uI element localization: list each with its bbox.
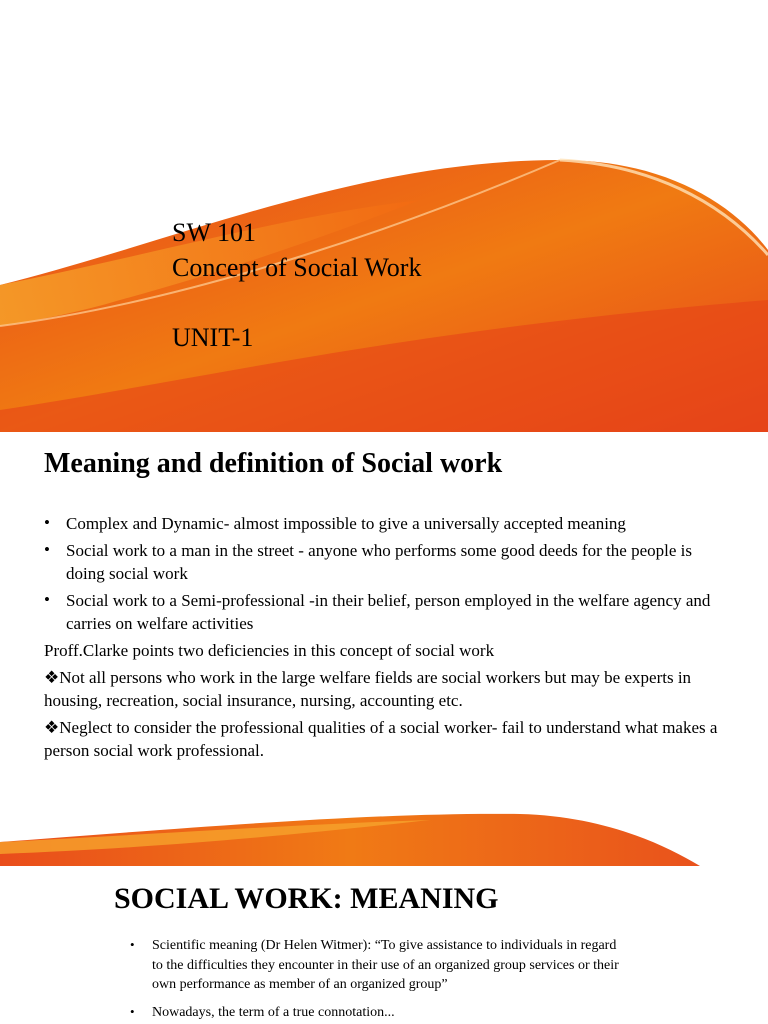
bullet-item: • Social work to a man in the street - anyone who performs some good deeds for the people is doing social work: [44, 540, 693, 583]
content-slide-meaning-definition: [0, 432, 768, 866]
deficiency-point: ❖Not all persons who work in the large welfare fields are social workers but may be experts in housing, recreation, social insurance, nursing, accounting etc.: [44, 668, 692, 710]
statement-text: Proff.Clarke points two deficiencies in this concept of social work: [44, 641, 495, 660]
slide-title: SOCIAL WORK: MEANING: [114, 882, 499, 915]
bullet-item: • Social work to a Semi-professional -in their belief, person employed in the welfare agency and carries on welfare activities: [44, 590, 711, 633]
deficiency-point: ❖Neglect to consider the professional qualities of a social worker- fail to understand what makes a person social work professional.: [44, 718, 718, 760]
bullet-item: • Complex and Dynamic- almost impossible to give a universally accepted meaning: [44, 513, 626, 533]
bullet-item: • Scientific meaning (Dr Helen Witmer): “To give assistance to individuals in regard to the difficulties they encounter in their use of an organized group services or their own performance as member of an organized group”: [130, 937, 619, 992]
course-title: Concept of Social Work: [172, 253, 422, 282]
slide-body: [130, 936, 630, 1024]
content-slide-social-work-meaning: [0, 866, 768, 1024]
bullet-icon: •: [130, 1003, 135, 1019]
slide-body: [44, 512, 724, 766]
bullet-icon: •: [44, 513, 50, 532]
bullet-item: • Nowadays, the term of a true connotation...: [130, 1003, 395, 1020]
bullet-icon: •: [130, 937, 135, 952]
bottom-wave-graphic: [0, 802, 768, 866]
slide-title: Meaning and definition of Social work: [44, 448, 503, 479]
bullet-icon: •: [44, 540, 50, 559]
title-slide: [0, 0, 768, 432]
unit-label: UNIT-1: [172, 323, 254, 352]
title-block: [172, 215, 421, 355]
course-code: SW 101: [172, 218, 257, 247]
bullet-icon: •: [44, 590, 50, 609]
